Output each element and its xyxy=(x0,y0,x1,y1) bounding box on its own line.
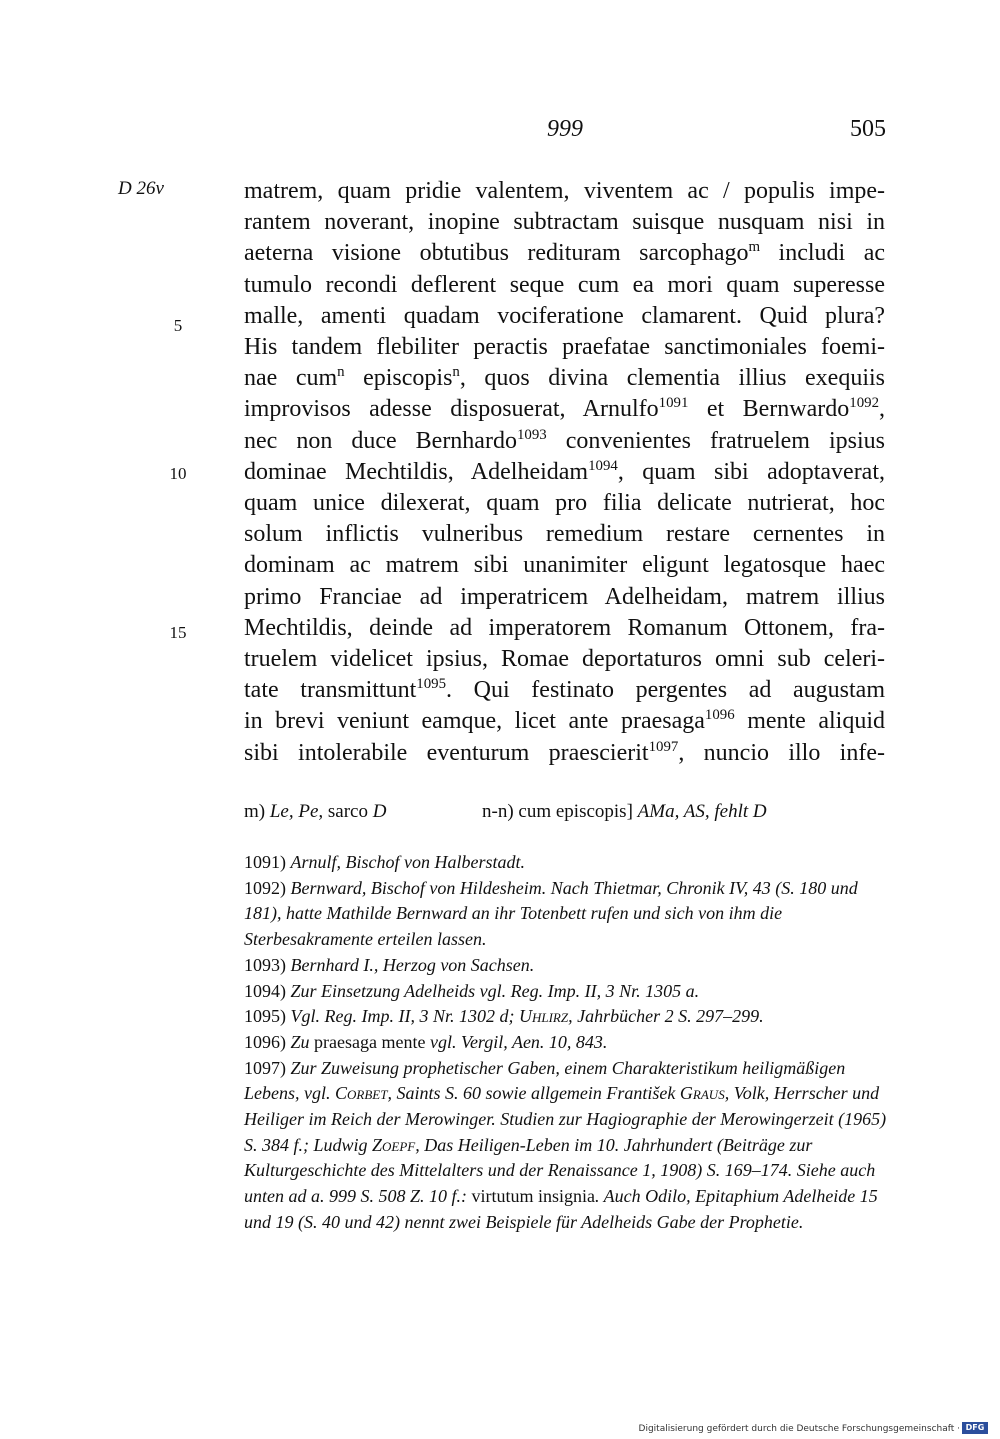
text-line: improvisos adesse disposuerat, Arnulfo$^{1091}$ et Bernwardo$^{1092}$, xyxy=(244,395,885,423)
critical-apparatus xyxy=(244,801,885,823)
text-line: matrem, quam pridie valentem, viventem ac / populis impe- xyxy=(244,178,885,204)
page-number: 505 xyxy=(850,116,886,142)
text-line: nae cum$^n$ episcopis$^n$, quos divina clementia illius exequiis xyxy=(244,364,886,392)
text-line: Mechtildis, deinde ad imperatorem Romanum Ottonem, fra- xyxy=(244,614,885,641)
apparatus-mark: n xyxy=(337,364,345,380)
footnote-1096: 1096) Zu praesaga mente vgl. Vergil, Aen. 10, 843. xyxy=(244,1031,608,1052)
footnote-ref: 1096 xyxy=(704,707,735,724)
footnote-1093: 1093) Bernhard I., Herzog von Sachsen. xyxy=(244,954,535,975)
text-line: quam unice dilexerat, quam pro filia delicate nutrierat, hoc xyxy=(244,490,885,517)
footnote-1094: 1094) Zur Einsetzung Adelheids vgl. Reg. Imp. II, 3 Nr. 1305 a. xyxy=(244,980,700,1001)
digitization-credit: Digitalisierung gefördert durch die Deutsche Forschungsgemeinschaft · xyxy=(638,1424,960,1434)
footnote-ref: 1093 xyxy=(516,426,547,443)
text-line: tate transmittunt$^{1095}$. Qui festinato pergentes ad augustam xyxy=(244,676,886,704)
text-line: dominae Mechtildis, Adelheidam$^{1094}$, quam sibi adoptaverat, xyxy=(244,457,886,485)
apparatus-entry-n: n-n) cum episcopis] AMa, AS, fehlt D xyxy=(482,801,767,822)
dfg-logo: DFG xyxy=(962,1422,988,1434)
footnote-1091: 1091) Arnulf, Bischof von Halberstadt. xyxy=(244,852,525,872)
edition-main-text xyxy=(244,176,885,769)
footnote-1095: 1095) Vgl. Reg. Imp. II, 3 Nr. 1302 d; Uhlirz, Jahrbücher 2 S. 297–299. xyxy=(244,1006,764,1027)
text-line: rantem noverant, inopine subtractam suisque nusquam nisi in xyxy=(244,209,885,236)
manuscript-siglum: D 26v xyxy=(118,178,164,199)
text-line: nec non duce Bernhardo$^{1093}$ convenientes fratruelem ipsius xyxy=(244,426,885,454)
text-line: sibi intolerabile eventurum praescierit$^{1097}$, nuncio illo infe- xyxy=(244,738,885,766)
footnote-ref: 1094 xyxy=(588,457,618,474)
footnote-ref: 1091 xyxy=(658,395,689,412)
text-line: solum inflictis vulneribus remedium restare cernentes in xyxy=(244,521,885,548)
text-line: primo Franciae ad imperatricem Adelheidam, matrem illius xyxy=(244,583,885,610)
footnotes xyxy=(244,850,887,1236)
text-line: aeterna visione obtutibus redituram sarcophago$^m$ includi ac xyxy=(244,239,885,267)
apparatus-entry-m: m) Le, Pe, sarco D xyxy=(244,801,387,822)
line-number-5: 5 xyxy=(173,316,183,335)
apparatus-mark: m xyxy=(748,239,761,256)
page-year-heading: 999 xyxy=(547,116,583,142)
line-number-10: 10 xyxy=(169,464,187,483)
apparatus-mark: n xyxy=(452,364,460,380)
text-line: tumulo recondi deflerent seque cum ea mori quam superesse xyxy=(244,271,885,298)
footnote-ref: 1095 xyxy=(416,676,447,693)
text-line: truelem videlicet ipsius, Romae deportaturos omni sub celeri- xyxy=(244,646,885,673)
line-number-15: 15 xyxy=(169,623,187,642)
footnote-1097: 1097) Zur Zuweisung prophetischer Gaben, einem Charakteristikum heiligmäßigen Lebens, vgl. Corbet, Saints S. 60 sowie allgemein František Graus, Volk, Herrscher und Heiliger im Reich der Merowinger. Studien zur Hagiographie der Merowingerzeit (1965) S. 384 f.; Ludwig Zoepf, Das Heiligen-Leben im 10. Jahrhundert (Beiträge zur Kulturgeschichte des Mittelalters und der Renaissance 1, 1908) S. 169–174. Siehe auch unten ad a. 999 S. 508 Z. 10 f.: virtutum insignia. Auch Odilo, Epitaphium Adelheide 15 und 19 (S. 40 und 42) nennt zwei Beispiele für Adelheids Gabe der Prophetie. xyxy=(244,1057,887,1232)
text-line: dominam ac matrem sibi unanimiter eligunt legatosque haec xyxy=(244,552,885,579)
text-line: in brevi veniunt eamque, licet ante praesaga$^{1096}$ mente aliquid xyxy=(244,707,885,735)
footnote-1092: 1092) Bernward, Bischof von Hildesheim. Nach Thietmar, Chronik IV, 43 (S. 180 und 181), hatte Mathilde Bernward an ihr Totenbett rufen und sich von ihm die Sterbesakramente erteilen lassen. xyxy=(244,877,858,950)
text-line: His tandem flebiliter peractis praefatae sanctimoniales foemi- xyxy=(244,334,885,361)
text-line: malle, amenti quadam vociferatione clamarent. Quid plura? xyxy=(244,302,885,329)
footnote-ref: 1097 xyxy=(648,738,679,755)
footnote-ref: 1092 xyxy=(849,395,879,412)
